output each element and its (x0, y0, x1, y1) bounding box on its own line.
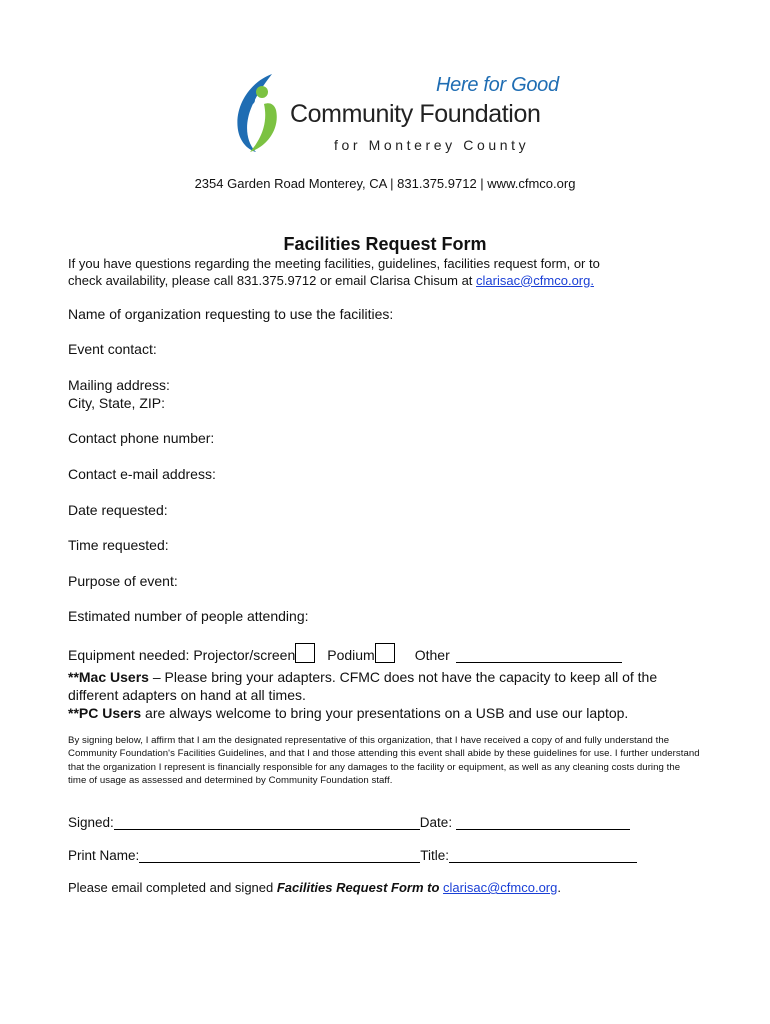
address-line: 2354 Garden Road Monterey, CA | 831.375.9712 | www.cfmco.org (194, 176, 576, 191)
closing-text: Please email completed and signed (68, 880, 277, 895)
logo-tagline: Here for Good (436, 74, 559, 96)
field-organization: Name of organization requesting to use the facilities: (68, 306, 394, 322)
field-purpose: Purpose of event: (68, 573, 178, 589)
closing-email-link[interactable]: clarisac@cfmco.org (443, 880, 558, 895)
intro-line-1: If you have questions regarding the meeting facilities, guidelines, facilities request form, or to (68, 256, 600, 271)
field-date-requested: Date requested: (68, 502, 168, 518)
pc-users-label: **PC Users (68, 705, 142, 721)
affirmation-text: By signing below, I affirm that I am the designated representative of this organization, that I have received a copy of and fully understand the Community Foundation's Facilities Guidelines, and that I and those attending this event shall abide by these guidelines for use. I further understand that the organization I represent is financially responsible for any damages to the facility or equipment, as well as any cleaning costs during the time of usage as assessed and determined by Community Foundation staff. (68, 735, 700, 787)
closing-period: . (557, 880, 561, 895)
print-name-label: Print Name: (68, 848, 140, 863)
field-mailing-address: Mailing address: (68, 377, 170, 393)
title-label: Title: (420, 848, 450, 863)
print-name-row (68, 848, 637, 863)
equipment-label: Equipment needed: Projector/screen (68, 647, 296, 663)
field-time-requested: Time requested: (68, 537, 169, 553)
closing-form-name: Facilities Request Form to (276, 880, 440, 895)
mac-users-label: **Mac Users (68, 669, 149, 685)
form-title: Facilities Request Form (283, 234, 487, 254)
mac-users-note (68, 668, 708, 704)
logo-figure-icon (228, 70, 298, 160)
field-event-contact: Event contact: (68, 341, 157, 357)
signed-input-line[interactable] (114, 815, 420, 830)
other-label: Other (414, 647, 450, 663)
date-label: Date: (419, 815, 453, 830)
signature-row (68, 815, 630, 830)
closing-instruction (68, 880, 561, 895)
signed-label: Signed: (68, 815, 114, 830)
field-phone: Contact phone number: (68, 430, 215, 446)
community-foundation-logo (228, 70, 558, 160)
intro-line-2-text: check availability, please call 831.375.9712 or email Clarisa Chisum at (68, 272, 477, 288)
date-input-line[interactable] (456, 815, 630, 830)
field-attendance: Estimated number of people attending: (68, 608, 309, 624)
podium-checkbox[interactable] (375, 643, 395, 663)
equipment-notes (68, 668, 708, 722)
pc-users-note (68, 704, 708, 722)
intro-text (68, 256, 708, 289)
field-city-state-zip: City, State, ZIP: (68, 395, 165, 411)
field-email: Contact e-mail address: (68, 466, 216, 482)
intro-email-link[interactable]: clarisac@cfmco.org. (476, 272, 594, 288)
logo-org-subtitle: for Monterey County (334, 137, 530, 153)
mac-users-text: – Please bring your adapters. CFMC does not have the capacity to keep all of the different adapters on hand at all times. (68, 669, 658, 703)
equipment-row (68, 643, 622, 663)
logo-org-name: Community Foundation (290, 100, 541, 128)
podium-label: Podium (327, 647, 375, 663)
title-input-line[interactable] (449, 848, 637, 863)
pc-users-text: are always welcome to bring your presentations on a USB and use our laptop. (141, 705, 629, 721)
projector-checkbox[interactable] (295, 643, 315, 663)
other-input-line[interactable] (456, 648, 622, 663)
intro-line-2 (68, 273, 708, 290)
print-name-input-line[interactable] (139, 848, 420, 863)
